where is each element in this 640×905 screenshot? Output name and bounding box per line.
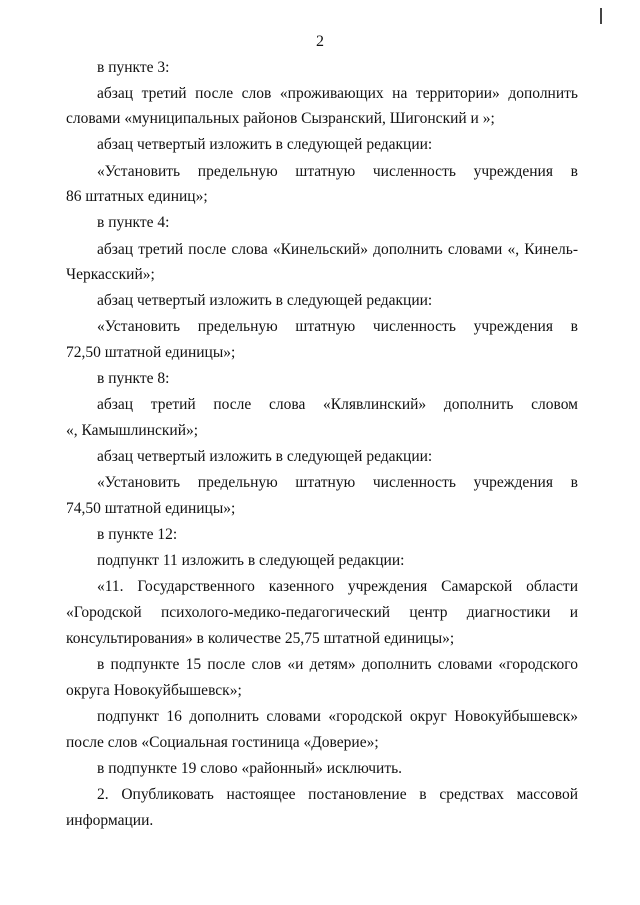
text-line: информации. <box>66 812 154 829</box>
text-line: после слов «Социальная гостиница «Доверие»; <box>66 734 379 751</box>
text-line: абзац третий после слова «Кинельский» дополнить словами «, Кинель- <box>97 241 578 258</box>
page-number: 2 <box>316 33 324 50</box>
text-line: в подпункте 15 после слов «и детям» дополнить словами «городского <box>97 656 578 673</box>
text-line: подпункт 11 изложить в следующей редакции: <box>97 552 405 569</box>
text-line: абзац четвертый изложить в следующей редакции: <box>97 136 433 153</box>
text-line: «Городской психолого-медико-педагогический центр диагностики и <box>66 604 578 621</box>
text-line: 2. Опубликовать настоящее постановление в средствах массовой <box>97 786 578 803</box>
text-line: Черкасский»; <box>66 266 155 283</box>
text-line: в пункте 3: <box>97 59 170 76</box>
text-line: 86 штатных единиц»; <box>66 188 208 205</box>
text-line: 72,50 штатной единицы»; <box>66 344 236 361</box>
text-line: «Установить предельную штатную численность учреждения в <box>97 318 578 335</box>
text-line: абзац третий после слова «Клявлинский» дополнить словом <box>97 396 578 413</box>
text-line: «11. Государственного казенного учреждения Самарской области <box>97 578 578 595</box>
text-line: округа Новокуйбышевск»; <box>66 682 242 699</box>
text-line: подпункт 16 дополнить словами «городской округ Новокуйбышевск» <box>97 708 578 725</box>
text-line: «Установить предельную штатную численность учреждения в <box>97 163 578 180</box>
text-line: в подпункте 19 слово «районный» исключить. <box>97 760 403 777</box>
text-line: абзац четвертый изложить в следующей редакции: <box>97 292 433 309</box>
text-line: абзац третий после слов «проживающих на территории» дополнить <box>97 85 578 102</box>
scan-artifact-mark <box>600 8 602 24</box>
text-line: в пункте 8: <box>97 370 170 387</box>
text-line: «, Камышлинский»; <box>66 422 199 439</box>
text-line: в пункте 12: <box>97 526 178 543</box>
text-line: 74,50 штатной единицы»; <box>66 500 236 517</box>
text-line: абзац четвертый изложить в следующей редакции: <box>97 448 433 465</box>
text-line: словами «муниципальных районов Сызранский, Шигонский и »; <box>66 110 495 127</box>
text-line: консультирования» в количестве 25,75 штатной единицы»; <box>66 630 455 647</box>
text-line: в пункте 4: <box>97 214 170 231</box>
text-line: «Установить предельную штатную численность учреждения в <box>97 474 578 491</box>
